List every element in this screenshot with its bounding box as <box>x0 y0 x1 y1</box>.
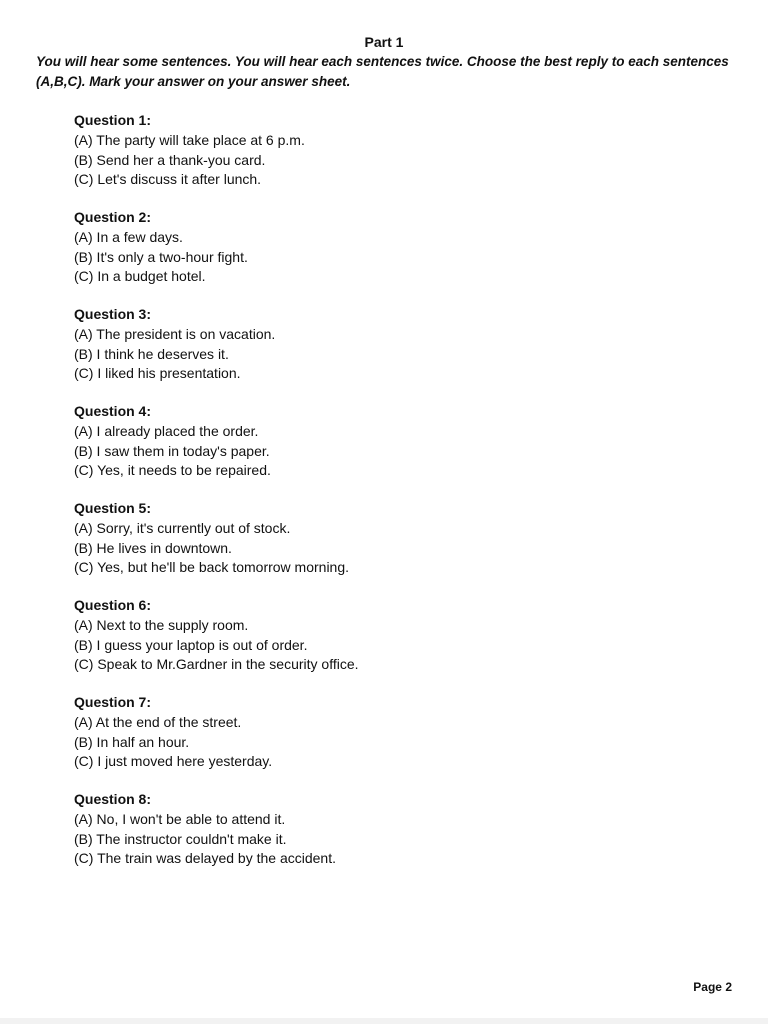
option-a: (A) At the end of the street. <box>74 714 242 730</box>
option-b: (B) I guess your laptop is out of order. <box>74 636 308 653</box>
option-c: (C) I liked his presentation. <box>74 365 241 381</box>
option-b: (B) It's only a two-hour fight. <box>74 248 248 265</box>
option-a: (A) Next to the supply room. <box>74 617 249 633</box>
option-b: (B) Send her a thank-you card. <box>74 151 266 168</box>
option-a: (A) Sorry, it's currently out of stock. <box>74 520 291 536</box>
option-c: (C) Yes, but he'll be back tomorrow morning. <box>74 559 350 575</box>
option-a: (A) In a few days. <box>74 229 183 245</box>
question-8 <box>74 790 694 887</box>
question-label: Question 8: <box>74 791 152 807</box>
instructions-text: You will hear some sentences. You will hear each sentences twice. Choose the best reply to each sentences (A,B,C). Mark your answer on your answer sheet. <box>36 54 729 89</box>
question-7 <box>74 693 694 790</box>
option-b: (B) The instructor couldn't make it. <box>74 830 287 847</box>
question-4 <box>74 402 694 499</box>
option-a: (A) The president is on vacation. <box>74 326 276 342</box>
option-a: (A) The party will take place at 6 p.m. <box>74 132 305 148</box>
page-bottom-edge <box>0 1018 768 1024</box>
option-a: (A) I already placed the order. <box>74 423 259 439</box>
question-list <box>74 111 694 887</box>
option-c: (C) Speak to Mr.Gardner in the security office. <box>74 656 359 672</box>
question-label: Question 4: <box>74 403 152 419</box>
question-2 <box>74 208 694 305</box>
question-1 <box>74 111 694 208</box>
question-label: Question 1: <box>74 112 152 128</box>
question-5 <box>74 499 694 596</box>
question-label: Question 2: <box>74 209 152 225</box>
option-c: (C) Let's discuss it after lunch. <box>74 171 262 187</box>
option-b: (B) He lives in downtown. <box>74 539 232 556</box>
option-a: (A) No, I won't be able to attend it. <box>74 811 286 827</box>
option-c: (C) In a budget hotel. <box>74 268 206 284</box>
question-label: Question 5: <box>74 500 152 516</box>
question-label: Question 7: <box>74 694 152 710</box>
question-6 <box>74 596 694 693</box>
question-label: Question 6: <box>74 597 152 613</box>
option-b: (B) In half an hour. <box>74 733 190 750</box>
option-b: (B) I think he deserves it. <box>74 345 229 362</box>
page-number: Page 2 <box>693 980 732 994</box>
option-c: (C) Yes, it needs to be repaired. <box>74 462 271 478</box>
option-c: (C) The train was delayed by the accident. <box>74 850 336 866</box>
option-c: (C) I just moved here yesterday. <box>74 753 273 769</box>
option-b: (B) I saw them in today's paper. <box>74 442 270 459</box>
question-label: Question 3: <box>74 306 152 322</box>
page-title: Part 1 <box>364 34 404 50</box>
question-3 <box>74 305 694 402</box>
